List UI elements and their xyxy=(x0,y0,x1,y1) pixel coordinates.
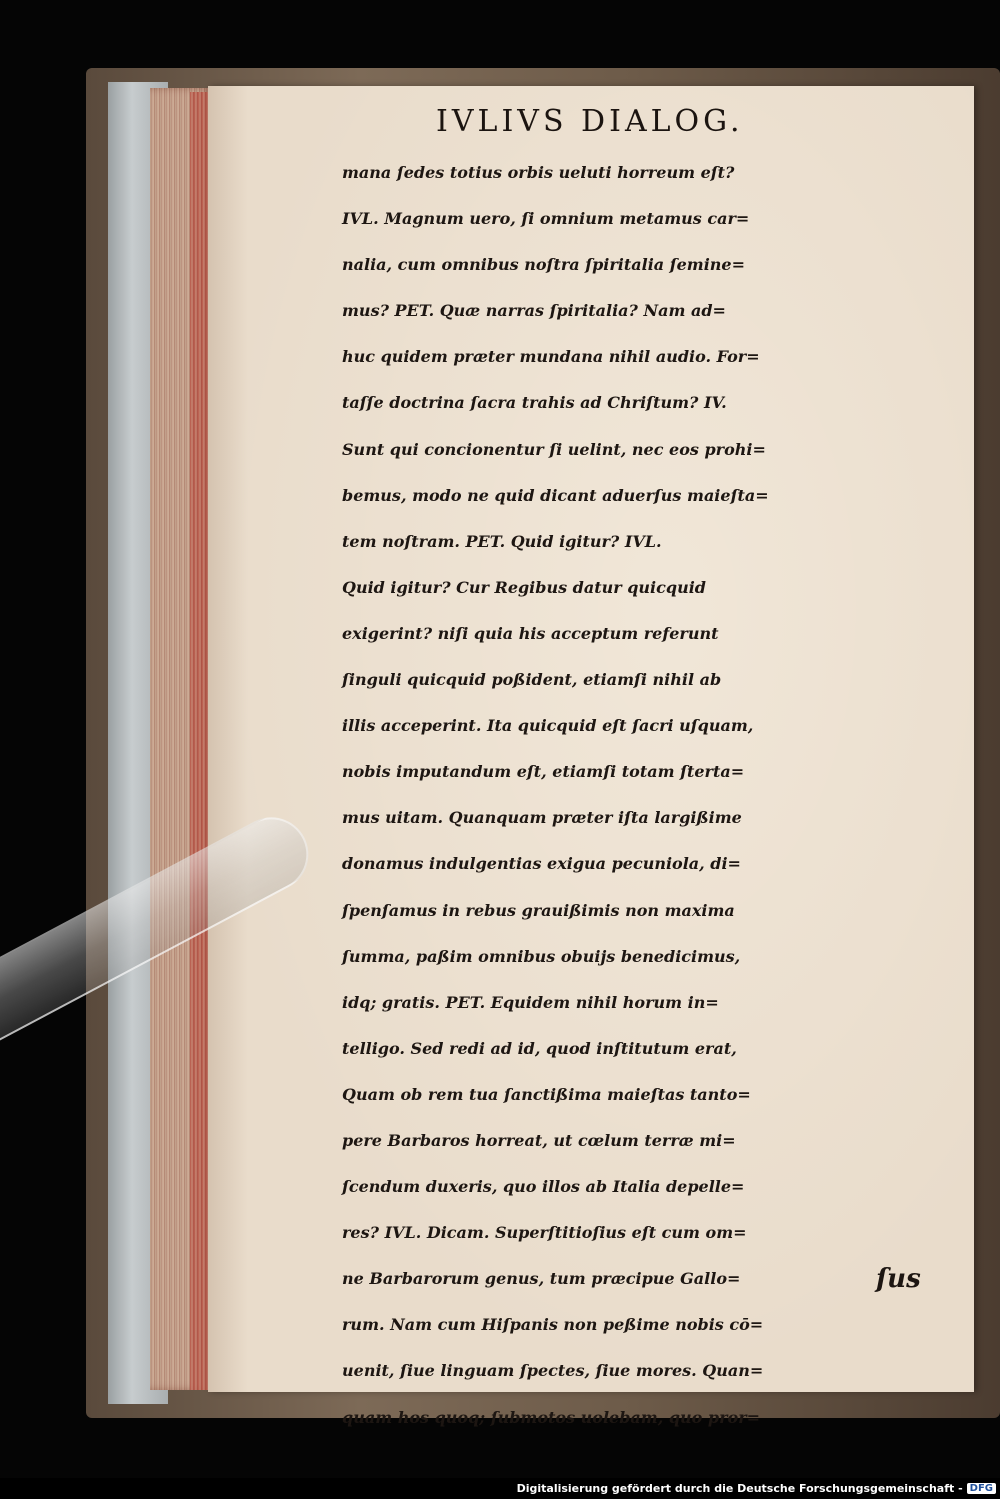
text-line: huc quidem præter mundana nihil audio. For= xyxy=(342,347,760,367)
catchword: ſus xyxy=(876,1264,921,1294)
text-line: mana ſedes totius orbis ueluti horreum eſt? xyxy=(342,163,735,182)
text-line: taſſe doctrina ſacra trahis ad Chriſtum? IV. xyxy=(342,393,727,413)
text-line: res? IVL. Dicam. Superſtitioſius eſt cum om= xyxy=(342,1223,747,1243)
text-line: mus uitam. Quanquam præter iſta largißime xyxy=(342,808,742,828)
text-line: tem noſtram. PET. Quid igitur? IVL. xyxy=(342,531,662,551)
text-line: nalia, cum omnibus noſtra ſpiritalia ſemine= xyxy=(342,255,745,275)
text-line: telligo. Sed redi ad id, quod inſtitutum erat, xyxy=(342,1038,737,1058)
text-line: Quam ob rem tua ſanctißima maieſtas tanto= xyxy=(342,1084,751,1104)
dfg-logo: DFG xyxy=(967,1483,996,1494)
footer-credit xyxy=(517,1480,996,1497)
text-line: ſcendum duxeris, quo illos ab Italia depelle= xyxy=(342,1177,745,1197)
text-line: nobis imputandum eſt, etiamſi totam ſterta= xyxy=(342,762,745,782)
text-line: idq; gratis. PET. Equidem nihil horum in= xyxy=(342,992,719,1012)
text-line: Quid igitur? Cur Regibus datur quicquid xyxy=(342,577,706,597)
text-line: ſpenſamus in rebus grauißimis non maxima xyxy=(342,900,735,920)
text-line: Sunt qui concionentur ſi uelint, nec eos prohi= xyxy=(342,439,766,459)
text-line: ſumma, paßim omnibus obuijs benedicimus, xyxy=(342,946,741,966)
text-line: IVL. Magnum uero, ſi omnium metamus car= xyxy=(342,209,750,229)
text-line: bemus, modo ne quid dicant aduerſus maieſta= xyxy=(342,485,769,505)
text-line: mus? PET. Quæ narras ſpiritalia? Nam ad= xyxy=(342,301,726,321)
running-head: IVLIVS DIALOG. xyxy=(436,104,744,139)
text-line: ſinguli quicquid poßident, etiamſi nihil ab xyxy=(342,670,722,690)
footer-credit-text: Digitalisierung gefördert durch die Deutsche Forschungsgemeinschaft - xyxy=(516,1482,963,1495)
text-block xyxy=(342,150,942,1441)
text-line: rum. Nam cum Hiſpanis non peßime nobis cō= xyxy=(342,1315,764,1335)
text-line: donamus indulgentias exigua pecuniola, di= xyxy=(342,854,741,874)
text-line: illis acceperint. Ita quicquid eſt ſacri uſquam, xyxy=(342,716,754,736)
text-line: uenit, ſiue linguam ſpectes, ſiue mores. Quan= xyxy=(342,1361,764,1381)
text-line: ne Barbarorum genus, tum præcipue Gallo= xyxy=(342,1269,741,1289)
text-line: quam hos quoq; ſubmotos uolebam, quo pror= xyxy=(342,1407,761,1427)
text-line: pere Barbaros horreat, ut cœlum terræ mi= xyxy=(342,1130,736,1150)
text-line: exigerint? niſi quia his acceptum referunt xyxy=(342,623,719,643)
